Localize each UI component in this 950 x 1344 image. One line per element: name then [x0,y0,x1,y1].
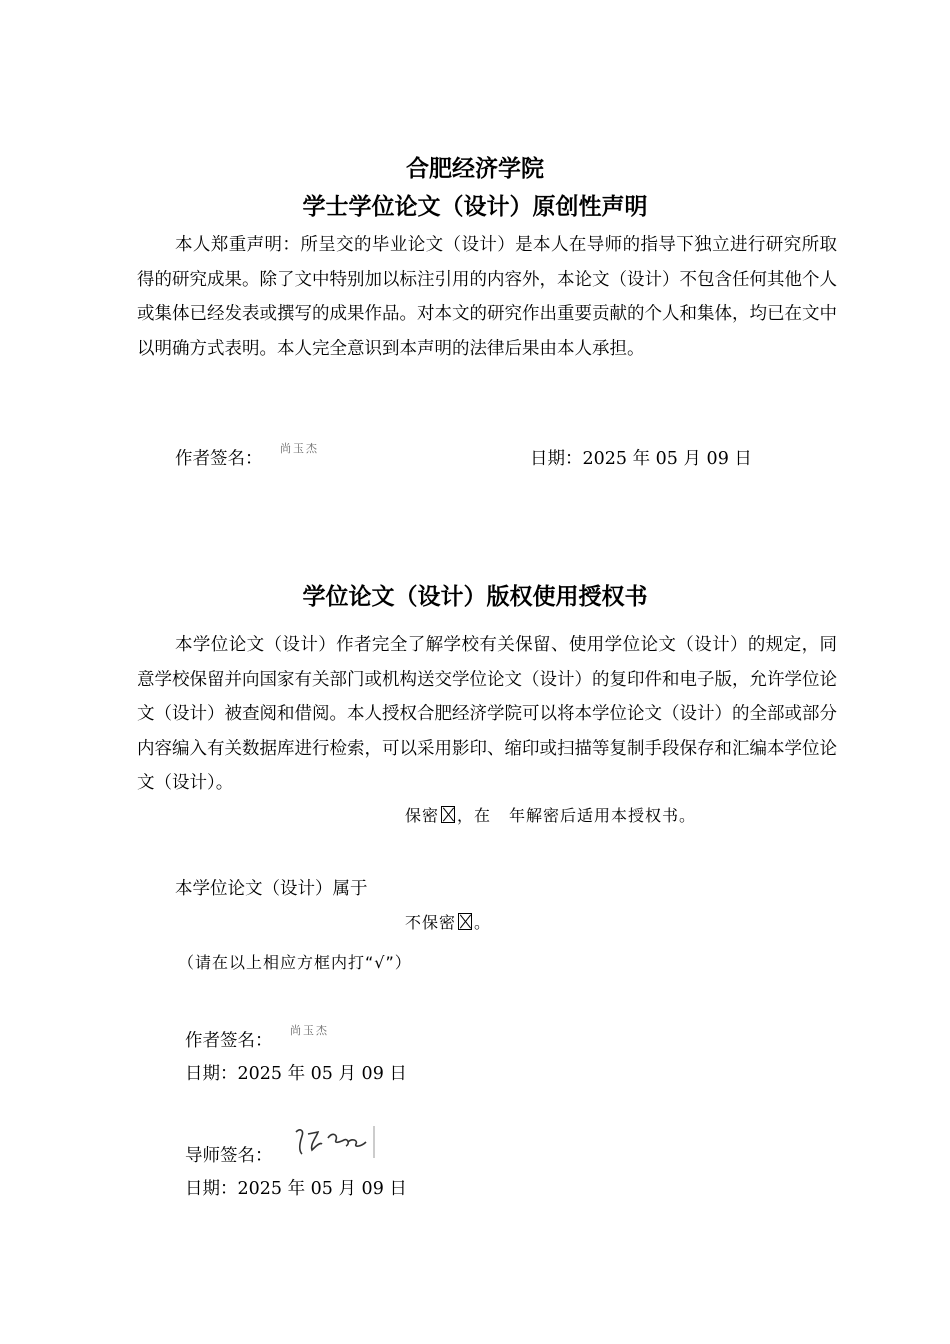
school-name: 合肥经济学院 [406,156,544,182]
checkbox-instruction: （请在以上相应方框内打“√”） [178,953,412,972]
not-secret-checkbox[interactable] [458,913,472,930]
advisor-signature-label: 导师签名： [185,1146,273,1166]
secret-label: 保密 [405,806,440,825]
secret-mid: ，在 [457,806,492,825]
not-secret-option [405,910,491,933]
secret-option [405,803,696,826]
advisor-signature-image [290,1124,380,1160]
not-secret-label: 不保密 [405,913,457,932]
author-signature-label: 作者签名： [175,449,263,469]
declaration-title: 学士学位论文（设计）原创性声明 [302,194,648,220]
declaration-body: 本人郑重声明：所呈交的毕业论文（设计）是本人在导师的指导下独立进行研究所取得的研究成果。除了文中特别加以标注引用的内容外，本论文（设计）不包含任何其他个人或集体已经发表或撰写的成果作品。对本文的研究作出重要贡献的个人和集体，均已在文中以明确方式表明。本人完全意识到本声明的法律后果由本人承担。 [137,235,837,359]
secret-suffix: 年解密后适用本授权书。 [509,806,697,825]
author-signature-2: 尚玉杰 [290,1024,329,1037]
author-signature: 尚玉杰 [280,442,319,455]
author-signature-label-2: 作者签名： [185,1031,273,1051]
belongs-label: 本学位论文（设计）属于 [175,879,368,899]
authorization-title: 学位论文（设计）版权使用授权书 [302,584,648,610]
author-date: 日期：2025 年 05 月 09 日 [185,1064,407,1084]
authorization-body: 本学位论文（设计）作者完全了解学校有关保留、使用学位论文（设计）的规定，同意学校保留并向国家有关部门或机构送交学位论文（设计）的复印件和电子版，允许学位论文（设计）被查阅和借阅。本人授权合肥经济学院可以将本学位论文（设计）的全部或部分内容编入有关数据库进行检索，可以采用影印、缩印或扫描等复制手段保存和汇编本学位论文（设计）。 [137,635,837,793]
secret-checkbox[interactable] [441,806,455,823]
advisor-date: 日期：2025 年 05 月 09 日 [185,1179,407,1199]
declaration-date: 日期：2025 年 05 月 09 日 [530,449,752,469]
not-secret-end: 。 [474,913,492,932]
